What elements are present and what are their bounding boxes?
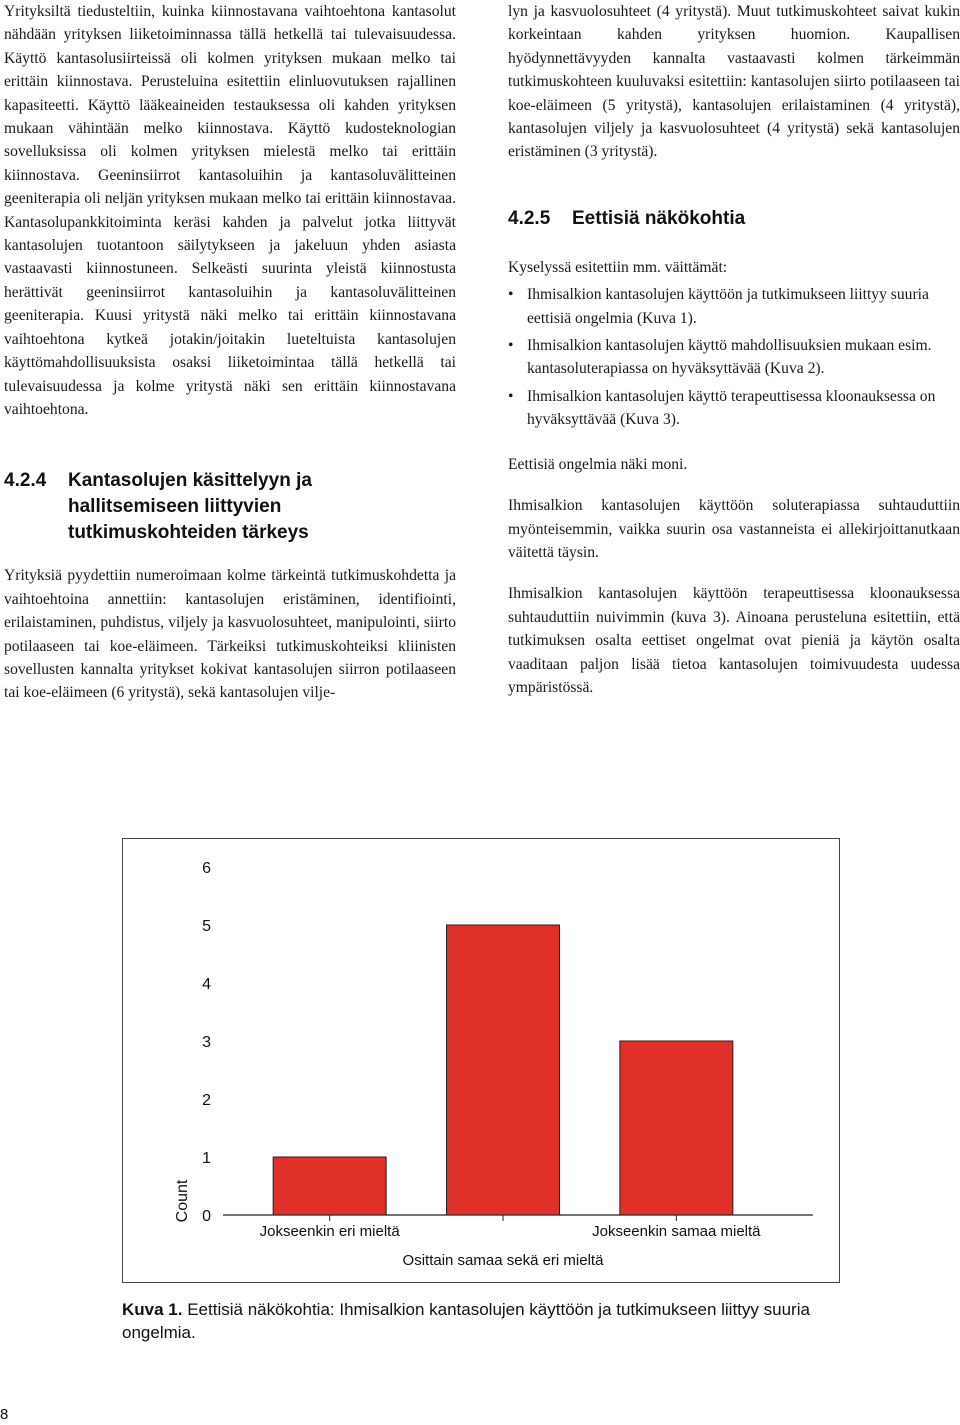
section-number: 4.2.5 — [508, 207, 551, 229]
section-title-line-2: hallitsemiseen liittyvien — [68, 496, 282, 518]
section-title: Eettisiä näkökohtia — [572, 207, 746, 229]
right-paragraph-1: lyn ja kasvuolosuhteet (4 yritystä). Muut tutkimuskohteet saivat kukin korkeintaan kahden yrityksen huomion. Kaupallisen hyödynnettävyyden kannalta vastaavasti kolmen tärkeimmän tutkimuskohteen kuuluvaksi esitettiin: kantasolujen siirto potilaaseen tai koe-eläimeen (5 yritystä), kantasolujen erilaistaminen (4 yritystä), kantasolujen viljely ja kasvuolosuhteet (4 yritystä) sekä kantasolujen eristäminen (3 yritystä). — [508, 3, 960, 161]
right-paragraph-2: Eettisiä ongelmia näki moni. — [508, 455, 688, 473]
caption-label: Kuva 1. — [122, 1300, 183, 1319]
section-title-line-3: tutkimuskohteiden tärkeys — [68, 522, 309, 544]
right-paragraph-4: Ihmisalkion kantasolujen käyttöön terapeuttisessa kloonauksessa suhtauduttiin nuivimmin (kuva 3). Ainoana perusteluna esitettiin, että tutkimuksen osalta eettiset ongelmat ovat pieniä ja käytön osalta vaaditaan paljon lisää tietoa kantasolujen toimivuudesta uudessa ympäristössä. — [508, 585, 960, 696]
section-number: 4.2.4 — [4, 470, 47, 492]
section-title-line-1: Kantasolujen käsittelyyn ja — [68, 470, 312, 492]
y-tick-label: 1 — [202, 1150, 211, 1167]
list-item: • Ihmisalkion kantasolujen käyttö terapeuttisessa kloonauksessa on hyväksyttävää (Kuva 3). — [508, 385, 960, 432]
bar — [447, 925, 560, 1215]
left-paragraph-1: Yrityksiltä tiedusteltiin, kuinka kiinnostavana vaihtoehtona kantasolut nähdään yrityksen liiketoiminnassa tällä hetkellä tai tulevaisuudessa. Käyttö kantasolusiirteissä oli kolmen yrityksen mukaan melko tai erittäin kiinnostava. Perusteluina esitettiin elinluovutuksen rajallinen kapasiteetti. Käyttö lääkeaineiden testauksessa oli kahden yrityksen mukaan vähintään melko kiinnostava. Käyttö kudosteknologian sovelluksissa oli kolmen yrityksen mielestä melko tai erittäin kiinnostava. Geeninsiirrot kantasoluihin ja kantasoluvälitteinen geeniterapia oli neljän yrityksen mukaan melko tai erittäin kiinnostavaa. Kantasolupankkitoiminta keräsi kahden ja palvelut jotka liittyvät kantasolujen tuotantoon säilytykseen ja jakeluun yhden asiasta vastaavasti kiinnostuneen. Selkeästi suurinta yleistä kiinnostusta herättivät geeninsiirrot kantasoluihin ja kantasoluvälitteinen geeniterapia. Kuusi yritystä näki melko tai erittäin kiinnostavana vaihtoehtona kytkeä jotakin/joitakin lueteltuista kantasolujen käyttömahdollisuuksista osaksi liiketoimintaa tällä hetkellä tai tulevaisuudessa ja kolme yritystä näki sen erittäin kiinnostavana vaihtoehtona. — [4, 3, 456, 418]
y-tick-label: 3 — [202, 1034, 211, 1051]
bullet-intro: Kyselyssä esitettiin mm. väittämät: — [508, 258, 728, 276]
statement-list — [508, 283, 960, 431]
bar — [273, 1157, 386, 1215]
figure-caption — [122, 1298, 838, 1344]
bar — [620, 1041, 733, 1215]
y-tick-label: 5 — [202, 918, 211, 935]
caption-text: Eettisiä näkökohtia: Ihmisalkion kantasolujen käyttöön ja tutkimukseen liittyy suuria ongelmia. — [122, 1300, 810, 1342]
y-tick-label: 2 — [202, 1092, 211, 1109]
bar-chart — [122, 838, 840, 1283]
x-tick-label: Osittain samaa sekä eri mieltä — [402, 1252, 604, 1269]
left-paragraph-2: Yrityksiä pyydettiin numeroimaan kolme tärkeintä tutkimuskohdetta ja vaihtoehtoina annettiin: kantasolujen eristäminen, identifiointi, erilaistaminen, puhdistus, viljely ja kasvuolosuhteet, manipulointi, siirto potilaaseen tai koe-eläimeen. Tärkeiksi tutkimuskohteiksi kliinisten sovellusten kannalta yritykset kokivat kantasolujen siirron potilaaseen tai koe-eläimeen (6 yritystä), sekä kantasolujen vilje- — [4, 567, 456, 702]
section-heading-4-2-4 — [4, 468, 456, 546]
y-axis-label: Count — [174, 1179, 191, 1223]
section-heading-4-2-5 — [508, 206, 960, 232]
right-column — [508, 0, 960, 699]
list-item: • Ihmisalkion kantasolujen käyttöön ja tutkimukseen liittyy suuria eettisiä ongelmia (Kuva 1). — [508, 283, 960, 330]
left-column — [4, 0, 456, 705]
y-tick-label: 0 — [202, 1208, 211, 1225]
x-tick-label: Jokseenkin eri mieltä — [259, 1223, 400, 1240]
list-item: • Ihmisalkion kantasolujen käyttö mahdollisuuksien mukaan esim. kantasoluterapiassa on hyväksyttävää (Kuva 2). — [508, 334, 960, 381]
page-number: 8 — [0, 1406, 9, 1423]
y-tick-label: 4 — [202, 976, 211, 993]
x-tick-label: Jokseenkin samaa mieltä — [592, 1223, 761, 1240]
right-paragraph-3: Ihmisalkion kantasolujen käyttöön soluterapiassa suhtauduttiin myönteisemmin, vaikka suurin osa vastanneista ei allekirjoittanutkaan väitettä täysin. — [508, 497, 960, 561]
bar-chart-svg — [123, 839, 839, 1282]
y-tick-label: 6 — [202, 860, 211, 877]
